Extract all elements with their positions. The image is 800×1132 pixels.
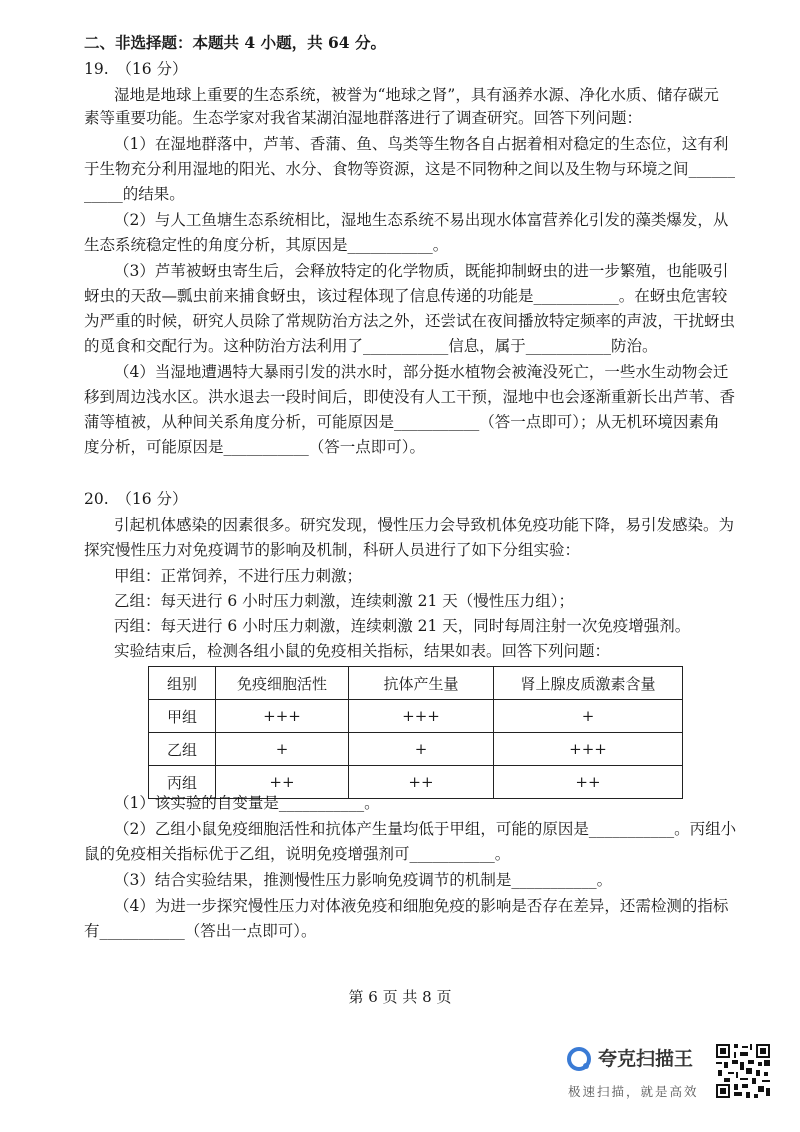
q20-sub1: （1）该实验的自变量是___________。 (114, 794, 380, 812)
page-number: 第 6 页 共 8 页 (348, 988, 452, 1006)
q19-part3-line: （3）芦苇被蚜虫寄生后，会释放特定的化学物质，既能抑制蚜虫的进一步繁殖，也能吸引 (114, 262, 729, 280)
q20-sub4-line: （4）为进一步探究慢性压力对体液免疫和细胞免疫的影响是否存在差异，还需检测的指标 (114, 897, 729, 915)
q20-group-line: 甲组：正常饲养，不进行压力刺激； (114, 567, 363, 585)
table-cell: + (216, 733, 349, 766)
results-table (148, 666, 683, 799)
table-cell: 丙组 (149, 766, 216, 799)
q19-part2-line: 生态系统稳定性的角度分析，其原因是___________。 (84, 236, 449, 254)
table-cell: ++ (216, 766, 349, 799)
q19-part2-line: （2）与人工鱼塘生态系统相比，湿地生态系统不易出现水体富营养化引发的藻类爆发，从 (114, 211, 729, 229)
q19-part1-line: （1）在湿地群落中，芦苇、香蒲、鱼、鸟类等生物各自占据着相对稳定的生态位，这有利 (114, 135, 729, 153)
q19-part3-line: 为严重的时候，研究人员除了常规防治方法之外，还尝试在夜间播放特定频率的声波，干扰蚜虫 (84, 312, 736, 330)
q19-intro-line: 素等重要功能。生态学家对我省某湖泊湿地群落进行了调查研究。回答下列问题： (84, 109, 643, 127)
table-cell: 甲组 (149, 700, 216, 733)
watermark-slogan: 极速扫描，就是高效 (568, 1084, 699, 1099)
table-cell: ++ (494, 766, 683, 799)
table-header-cell: 肾上腺皮质激素含量 (494, 667, 683, 700)
table-cell: +++ (216, 700, 349, 733)
table-cell: + (349, 733, 494, 766)
q19-header: 19. （16 分） (84, 60, 188, 78)
q20-sub4-line: 有___________（答出一点即可）。 (84, 922, 317, 940)
table-header-row (149, 667, 683, 700)
q20-group-line: 乙组：每天进行 6 小时压力刺激，连续刺激 21 天（慢性压力组）； (114, 592, 575, 610)
table-header-cell: 免疫细胞活性 (216, 667, 349, 700)
q20-sub2-line: 鼠的免疫相关指标优于乙组，说明免疫增强剂可___________。 (84, 845, 511, 863)
table-cell: + (494, 700, 683, 733)
q19-part4-line: 蒲等植被，从种间关系角度分析，可能原因是___________（答一点即可）；从无机环境因素角 (84, 413, 720, 431)
q19-part4-line: 移到周边浅水区。洪水退去一段时间后，即使没有人工干预，湿地中也会逐渐重新长出芦苇、香 (84, 388, 736, 406)
q20-group-line: 丙组：每天进行 6 小时压力刺激，连续刺激 21 天，同时每周注射一次免疫增强剂。 (114, 617, 691, 635)
quark-logo-icon (566, 1046, 592, 1072)
q20-sub3: （3）结合实验结果，推测慢性压力影响免疫调节的机制是___________。 (114, 871, 613, 889)
scanner-watermark (566, 1044, 710, 1104)
q19-part4-line: 度分析，可能原因是___________（答一点即可）。 (84, 438, 426, 456)
table-header-cell: 组别 (149, 667, 216, 700)
q19-part3-line: 蚜虫的天敌—瓢虫前来捕食蚜虫，该过程体现了信息传递的功能是___________。在蚜虫危害较 (84, 287, 728, 305)
q20-sub2-line: （2）乙组小鼠免疫细胞活性和抗体产生量均低于甲组，可能的原因是___________。丙组小 (114, 820, 737, 838)
table-cell: +++ (494, 733, 683, 766)
table-header-cell: 抗体产生量 (349, 667, 494, 700)
qr-code-icon (714, 1042, 772, 1100)
q19-part1-line: _____的结果。 (84, 185, 185, 203)
watermark-name: 夸克扫描王 (598, 1048, 694, 1070)
table-cell: ++ (349, 766, 494, 799)
q19-part3-line: 的觅食和交配行为。这种防治方法利用了___________信息，属于___________防治。 (84, 337, 658, 355)
q19-intro-line: 湿地是地球上重要的生态系统，被誉为“地球之肾”，具有涵养水源、净化水质、储存碳元 (114, 86, 719, 104)
table-cell: +++ (349, 700, 494, 733)
q19-part1-line: 于生物充分利用湿地的阳光、水分、食物等资源，这是不同物种之间以及生物与环境之间______ (84, 160, 736, 178)
q20-header: 20. （16 分） (84, 490, 188, 508)
q20-intro-line: 探究慢性压力对免疫调节的影响及机制，科研人员进行了如下分组实验： (84, 541, 581, 559)
table-row (149, 700, 683, 733)
table-row (149, 733, 683, 766)
q20-table-intro: 实验结束后，检测各组小鼠的免疫相关指标，结果如表。回答下列问题： (114, 642, 611, 660)
table-cell: 乙组 (149, 733, 216, 766)
section-heading: 二、非选择题：本题共 4 小题，共 64 分。 (84, 33, 386, 52)
q19-part4-line: （4）当湿地遭遇特大暴雨引发的洪水时，部分挺水植物会被淹没死亡，一些水生动物会迁 (114, 363, 729, 381)
q20-intro-line: 引起机体感染的因素很多。研究发现，慢性压力会导致机体免疫功能下降，易引发感染。为 (114, 516, 735, 534)
